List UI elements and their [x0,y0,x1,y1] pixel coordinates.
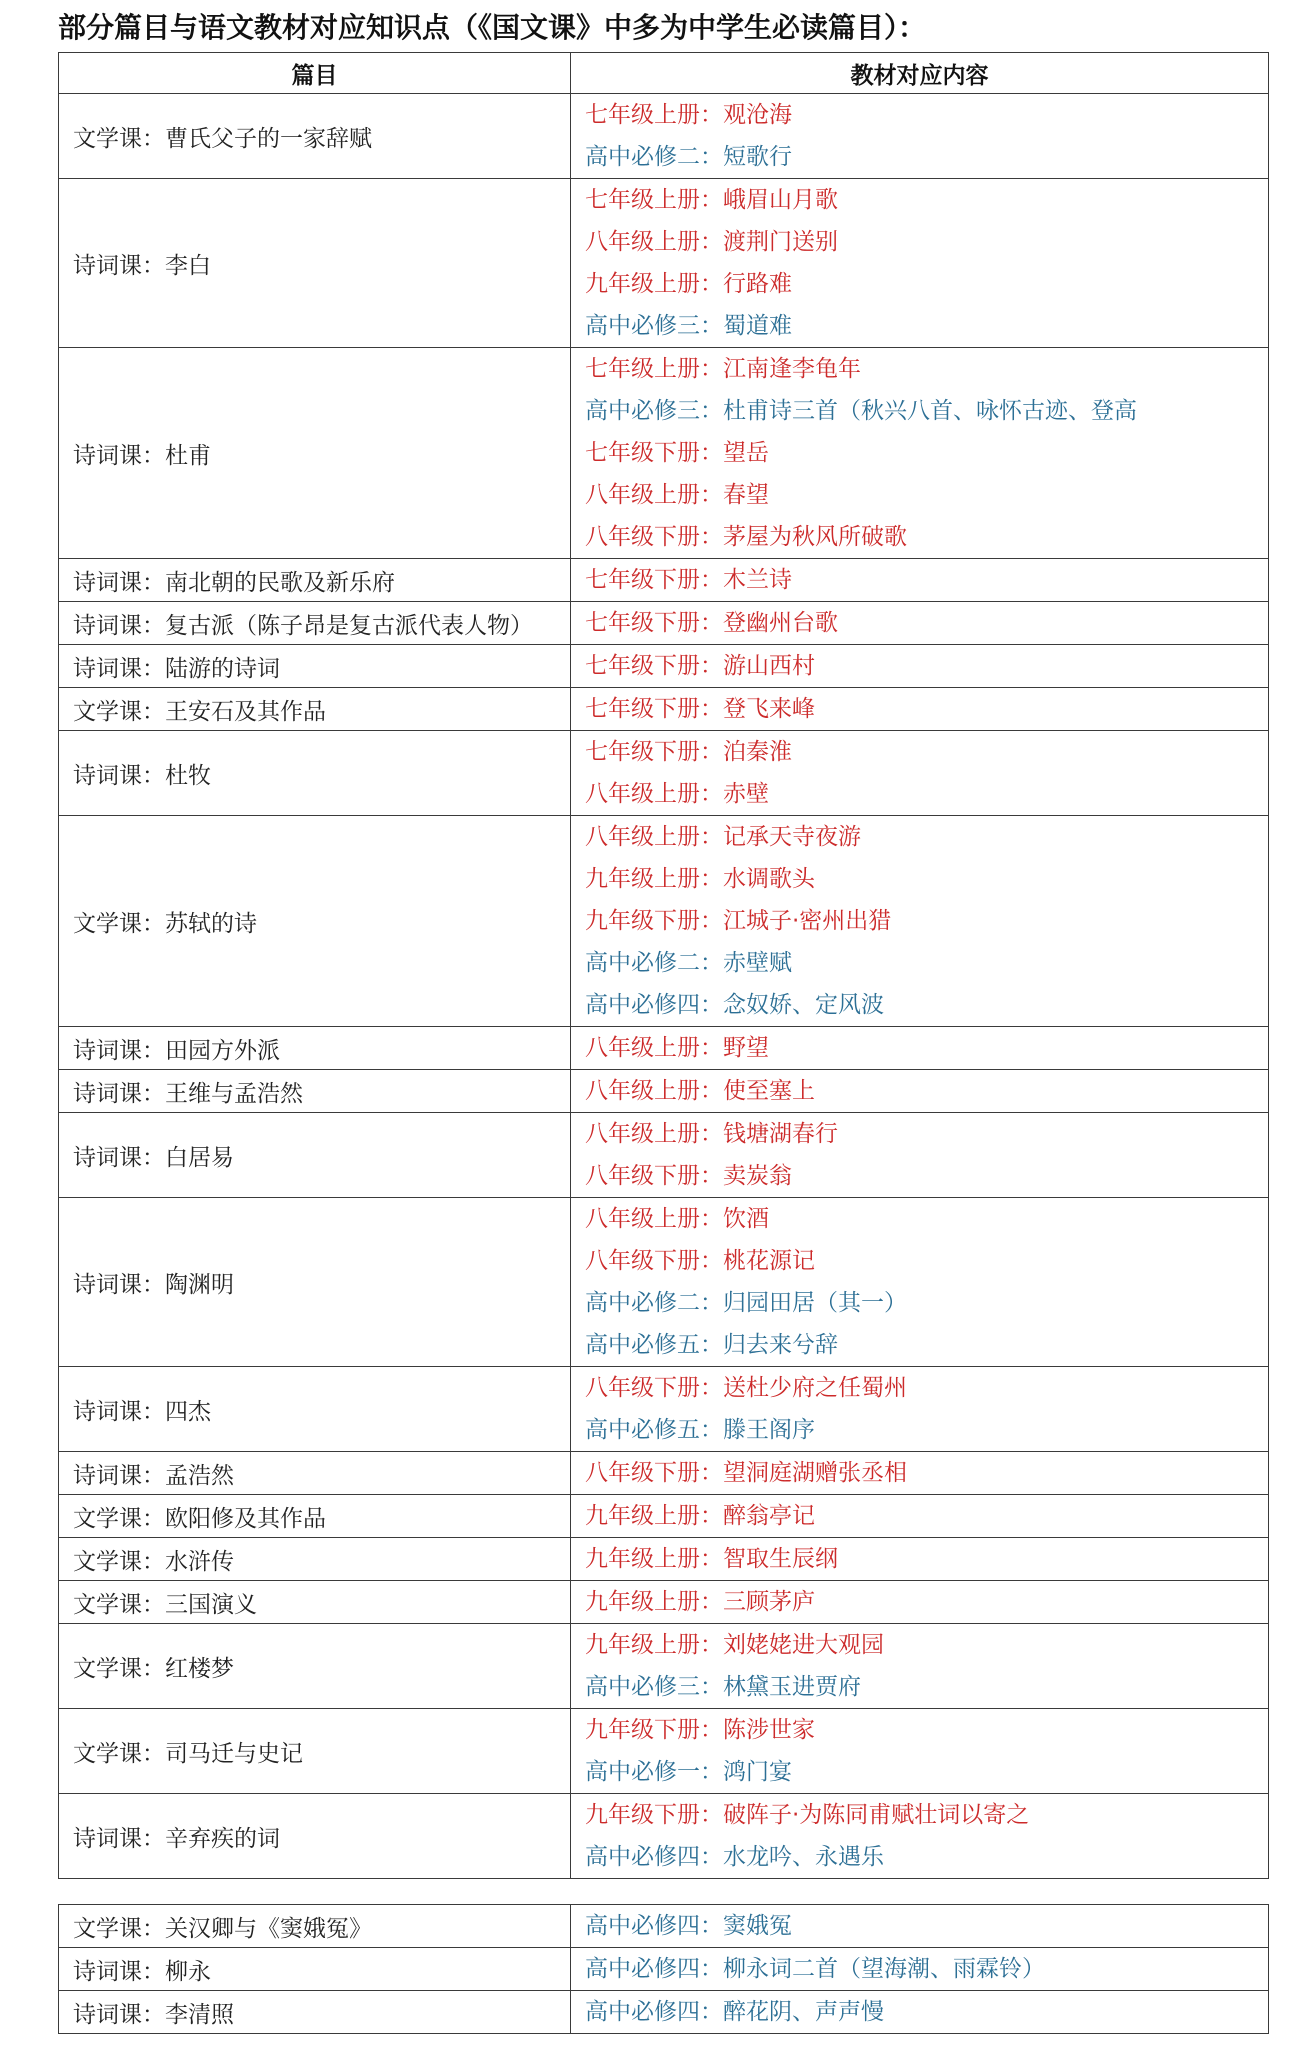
content-cell [571,1581,1269,1624]
work-title: 春望 [723,482,769,508]
work-title: 念奴娇、定风波 [723,992,884,1018]
header-topic: 篇目 [59,53,571,94]
grade-label: 八年级上册： [585,824,723,850]
work-title: 记承天寺夜游 [723,824,861,850]
table-header-row [59,53,1269,94]
grade-label: 高中必修一： [585,1759,723,1785]
work-title: 短歌行 [723,144,792,170]
content-cell [571,1538,1269,1581]
topic-cell: 诗词课：白居易 [59,1113,571,1198]
textbook-entry [585,1709,1268,1751]
topic-cell: 诗词课：陶渊明 [59,1198,571,1367]
page-title: 部分篇目与语文教材对应知识点（《国文课》中多为中学生必读篇目）： [58,11,927,44]
topic-cell: 文学课：苏轼的诗 [59,816,571,1027]
grade-label: 九年级上册： [585,866,723,892]
header-content: 教材对应内容 [571,53,1269,94]
work-title: 柳永词二首（望海潮、雨霖铃） [723,1956,1045,1982]
grade-label: 九年级上册： [585,271,723,297]
textbook-entry [585,1905,1268,1947]
grade-label: 高中必修四： [585,992,723,1018]
table-row [59,1070,1269,1113]
topic-cell: 诗词课：杜牧 [59,731,571,816]
work-title: 饮酒 [723,1206,769,1232]
textbook-entry [585,1624,1268,1666]
table-row [59,1709,1269,1794]
content-cell [571,602,1269,645]
textbook-entry [585,432,1268,474]
grade-label: 八年级上册： [585,482,723,508]
textbook-entry [585,179,1268,221]
grade-label: 七年级下册： [585,440,723,466]
work-title: 刘姥姥进大观园 [723,1632,884,1658]
grade-label: 高中必修五： [585,1332,723,1358]
topic-cell: 诗词课：复古派（陈子昂是复古派代表人物） [59,602,571,645]
work-title: 杜甫诗三首（秋兴八首、咏怀古迹、登高 [723,398,1137,424]
work-title: 送杜少府之任蜀州 [723,1375,907,1401]
work-title: 归去来兮辞 [723,1332,838,1358]
table-row [59,1198,1269,1367]
work-title: 卖炭翁 [723,1163,792,1189]
work-title: 茅屋为秋风所破歌 [723,524,907,550]
work-title: 江城子·密州出猎 [723,908,892,934]
textbook-entry [585,731,1268,773]
topic-cell: 文学课：三国演义 [59,1581,571,1624]
topic-cell: 文学课：欧阳修及其作品 [59,1495,571,1538]
work-title: 鸿门宴 [723,1759,792,1785]
textbook-entry [585,984,1268,1026]
content-cell [571,559,1269,602]
grade-label: 八年级下册： [585,1248,723,1274]
table-row [59,602,1269,645]
topic-cell: 文学课：水浒传 [59,1538,571,1581]
topic-cell: 诗词课：四杰 [59,1367,571,1452]
work-title: 望洞庭湖赠张丞相 [723,1460,907,1486]
work-title: 望岳 [723,440,769,466]
textbook-entry [585,1836,1268,1878]
content-cell [571,645,1269,688]
topic-cell: 诗词课：李白 [59,179,571,348]
table-row [59,1794,1269,1879]
content-cell [571,1624,1269,1709]
grade-label: 高中必修四： [585,1999,723,2025]
textbook-entry [585,858,1268,900]
work-title: 江南逢李龟年 [723,356,861,382]
grade-label: 九年级上册： [585,1546,723,1572]
table-row [59,1113,1269,1198]
topic-cell: 文学课：司马迁与史记 [59,1709,571,1794]
textbook-entry [585,1113,1268,1155]
grade-label: 九年级下册： [585,1802,723,1828]
grade-label: 九年级下册： [585,908,723,934]
textbook-entry [585,1198,1268,1240]
grade-label: 高中必修五： [585,1417,723,1443]
work-title: 智取生辰纲 [723,1546,838,1572]
work-title: 归园田居（其一） [723,1290,907,1316]
content-cell [571,1905,1269,1948]
textbook-entry [585,94,1268,136]
topic-cell: 诗词课：柳永 [59,1948,571,1991]
grade-label: 八年级下册： [585,1460,723,1486]
content-cell [571,94,1269,179]
content-cell [571,348,1269,559]
work-title: 桃花源记 [723,1248,815,1274]
work-title: 蜀道难 [723,313,792,339]
grade-label: 七年级下册： [585,696,723,722]
grade-label: 八年级下册： [585,524,723,550]
topic-cell: 文学课：王安石及其作品 [59,688,571,731]
textbook-entry [585,1070,1268,1112]
textbook-entry [585,263,1268,305]
work-title: 水龙吟、永遇乐 [723,1844,884,1870]
textbook-entry [585,1751,1268,1793]
topic-cell: 文学课：曹氏父子的一家辞赋 [59,94,571,179]
work-title: 窦娥冤 [723,1913,792,1939]
textbook-entry [585,773,1268,815]
topic-cell: 诗词课：孟浩然 [59,1452,571,1495]
topic-cell: 文学课：红楼梦 [59,1624,571,1709]
grade-label: 九年级下册： [585,1717,723,1743]
grade-label: 九年级上册： [585,1632,723,1658]
textbook-entry [585,474,1268,516]
table-row [59,179,1269,348]
work-title: 登飞来峰 [723,696,815,722]
content-cell [571,1495,1269,1538]
textbook-entry [585,390,1268,432]
work-title: 三顾茅庐 [723,1589,815,1615]
topic-cell: 诗词课：王维与孟浩然 [59,1070,571,1113]
textbook-entry [585,1991,1268,2033]
textbook-entry [585,1282,1268,1324]
textbook-entry [585,1948,1268,1990]
grade-label: 八年级上册： [585,229,723,255]
work-title: 赤壁赋 [723,950,792,976]
grade-label: 高中必修二： [585,1290,723,1316]
textbook-entry [585,900,1268,942]
textbook-entry [585,942,1268,984]
table-row [59,645,1269,688]
work-title: 游山西村 [723,653,815,679]
content-cell [571,1070,1269,1113]
table-row [59,731,1269,816]
grade-label: 八年级下册： [585,1375,723,1401]
textbook-entry [585,1452,1268,1494]
content-cell [571,1367,1269,1452]
textbook-entry [585,516,1268,558]
table-row [59,1624,1269,1709]
work-title: 林黛玉进贾府 [723,1674,861,1700]
curriculum-table [58,52,1269,1879]
topic-cell: 诗词课：李清照 [59,1991,571,2034]
content-cell [571,688,1269,731]
content-cell [571,1452,1269,1495]
grade-label: 高中必修三： [585,398,723,424]
table-row [59,559,1269,602]
topic-cell: 诗词课：田园方外派 [59,1027,571,1070]
content-cell [571,731,1269,816]
grade-label: 高中必修三： [585,1674,723,1700]
table-row [59,348,1269,559]
textbook-entry [585,348,1268,390]
work-title: 野望 [723,1035,769,1061]
work-title: 木兰诗 [723,567,792,593]
grade-label: 九年级上册： [585,1503,723,1529]
topic-cell: 文学课：关汉卿与《窦娥冤》 [59,1905,571,1948]
work-title: 渡荆门送别 [723,229,838,255]
grade-label: 七年级下册： [585,739,723,765]
content-cell [571,816,1269,1027]
grade-label: 高中必修四： [585,1913,723,1939]
work-title: 醉花阴、声声慢 [723,1999,884,2025]
table-row [59,1495,1269,1538]
work-title: 滕王阁序 [723,1417,815,1443]
grade-label: 高中必修三： [585,313,723,339]
table-row [59,1581,1269,1624]
textbook-entry [585,816,1268,858]
table-row [59,1948,1269,1991]
content-cell [571,179,1269,348]
textbook-entry [585,559,1268,601]
table-row [59,1538,1269,1581]
table-row [59,688,1269,731]
content-cell [571,1948,1269,1991]
grade-label: 八年级上册： [585,1078,723,1104]
textbook-entry [585,1581,1268,1623]
textbook-entry [585,645,1268,687]
textbook-entry [585,221,1268,263]
content-cell [571,1198,1269,1367]
extra-curriculum-table [58,1904,1269,2034]
textbook-entry [585,1666,1268,1708]
textbook-entry [585,602,1268,644]
content-cell [571,1113,1269,1198]
textbook-entry [585,1538,1268,1580]
work-title: 醉翁亭记 [723,1503,815,1529]
grade-label: 七年级下册： [585,653,723,679]
grade-label: 八年级上册： [585,1035,723,1061]
table-row [59,1027,1269,1070]
grade-label: 七年级上册： [585,102,723,128]
grade-label: 八年级下册： [585,1163,723,1189]
content-cell [571,1794,1269,1879]
work-title: 赤壁 [723,781,769,807]
work-title: 使至塞上 [723,1078,815,1104]
table-row [59,1991,1269,2034]
textbook-entry [585,1155,1268,1197]
grade-label: 高中必修二： [585,950,723,976]
work-title: 观沧海 [723,102,792,128]
textbook-entry [585,305,1268,347]
grade-label: 高中必修二： [585,144,723,170]
grade-label: 高中必修四： [585,1956,723,1982]
grade-label: 八年级上册： [585,1206,723,1232]
grade-label: 八年级上册： [585,1121,723,1147]
table-row [59,816,1269,1027]
textbook-entry [585,1409,1268,1451]
grade-label: 七年级下册： [585,610,723,636]
textbook-entry [585,688,1268,730]
topic-cell: 诗词课：辛弃疾的词 [59,1794,571,1879]
table-row [59,1905,1269,1948]
work-title: 峨眉山月歌 [723,187,838,213]
grade-label: 七年级上册： [585,187,723,213]
table-row [59,1367,1269,1452]
work-title: 泊秦淮 [723,739,792,765]
textbook-entry [585,136,1268,178]
work-title: 登幽州台歌 [723,610,838,636]
textbook-entry [585,1324,1268,1366]
content-cell [571,1991,1269,2034]
content-cell [571,1709,1269,1794]
content-cell [571,1027,1269,1070]
textbook-entry [585,1495,1268,1537]
table-row [59,1452,1269,1495]
textbook-entry [585,1027,1268,1069]
work-title: 水调歌头 [723,866,815,892]
work-title: 行路难 [723,271,792,297]
grade-label: 七年级下册： [585,567,723,593]
textbook-entry [585,1367,1268,1409]
topic-cell: 诗词课：南北朝的民歌及新乐府 [59,559,571,602]
textbook-entry [585,1794,1268,1836]
topic-cell: 诗词课：陆游的诗词 [59,645,571,688]
work-title: 破阵子·为陈同甫赋壮词以寄之 [723,1802,1030,1828]
textbook-entry [585,1240,1268,1282]
topic-cell: 诗词课：杜甫 [59,348,571,559]
grade-label: 八年级上册： [585,781,723,807]
grade-label: 高中必修四： [585,1844,723,1870]
grade-label: 九年级上册： [585,1589,723,1615]
table-row [59,94,1269,179]
work-title: 钱塘湖春行 [723,1121,838,1147]
work-title: 陈涉世家 [723,1717,815,1743]
grade-label: 七年级上册： [585,356,723,382]
